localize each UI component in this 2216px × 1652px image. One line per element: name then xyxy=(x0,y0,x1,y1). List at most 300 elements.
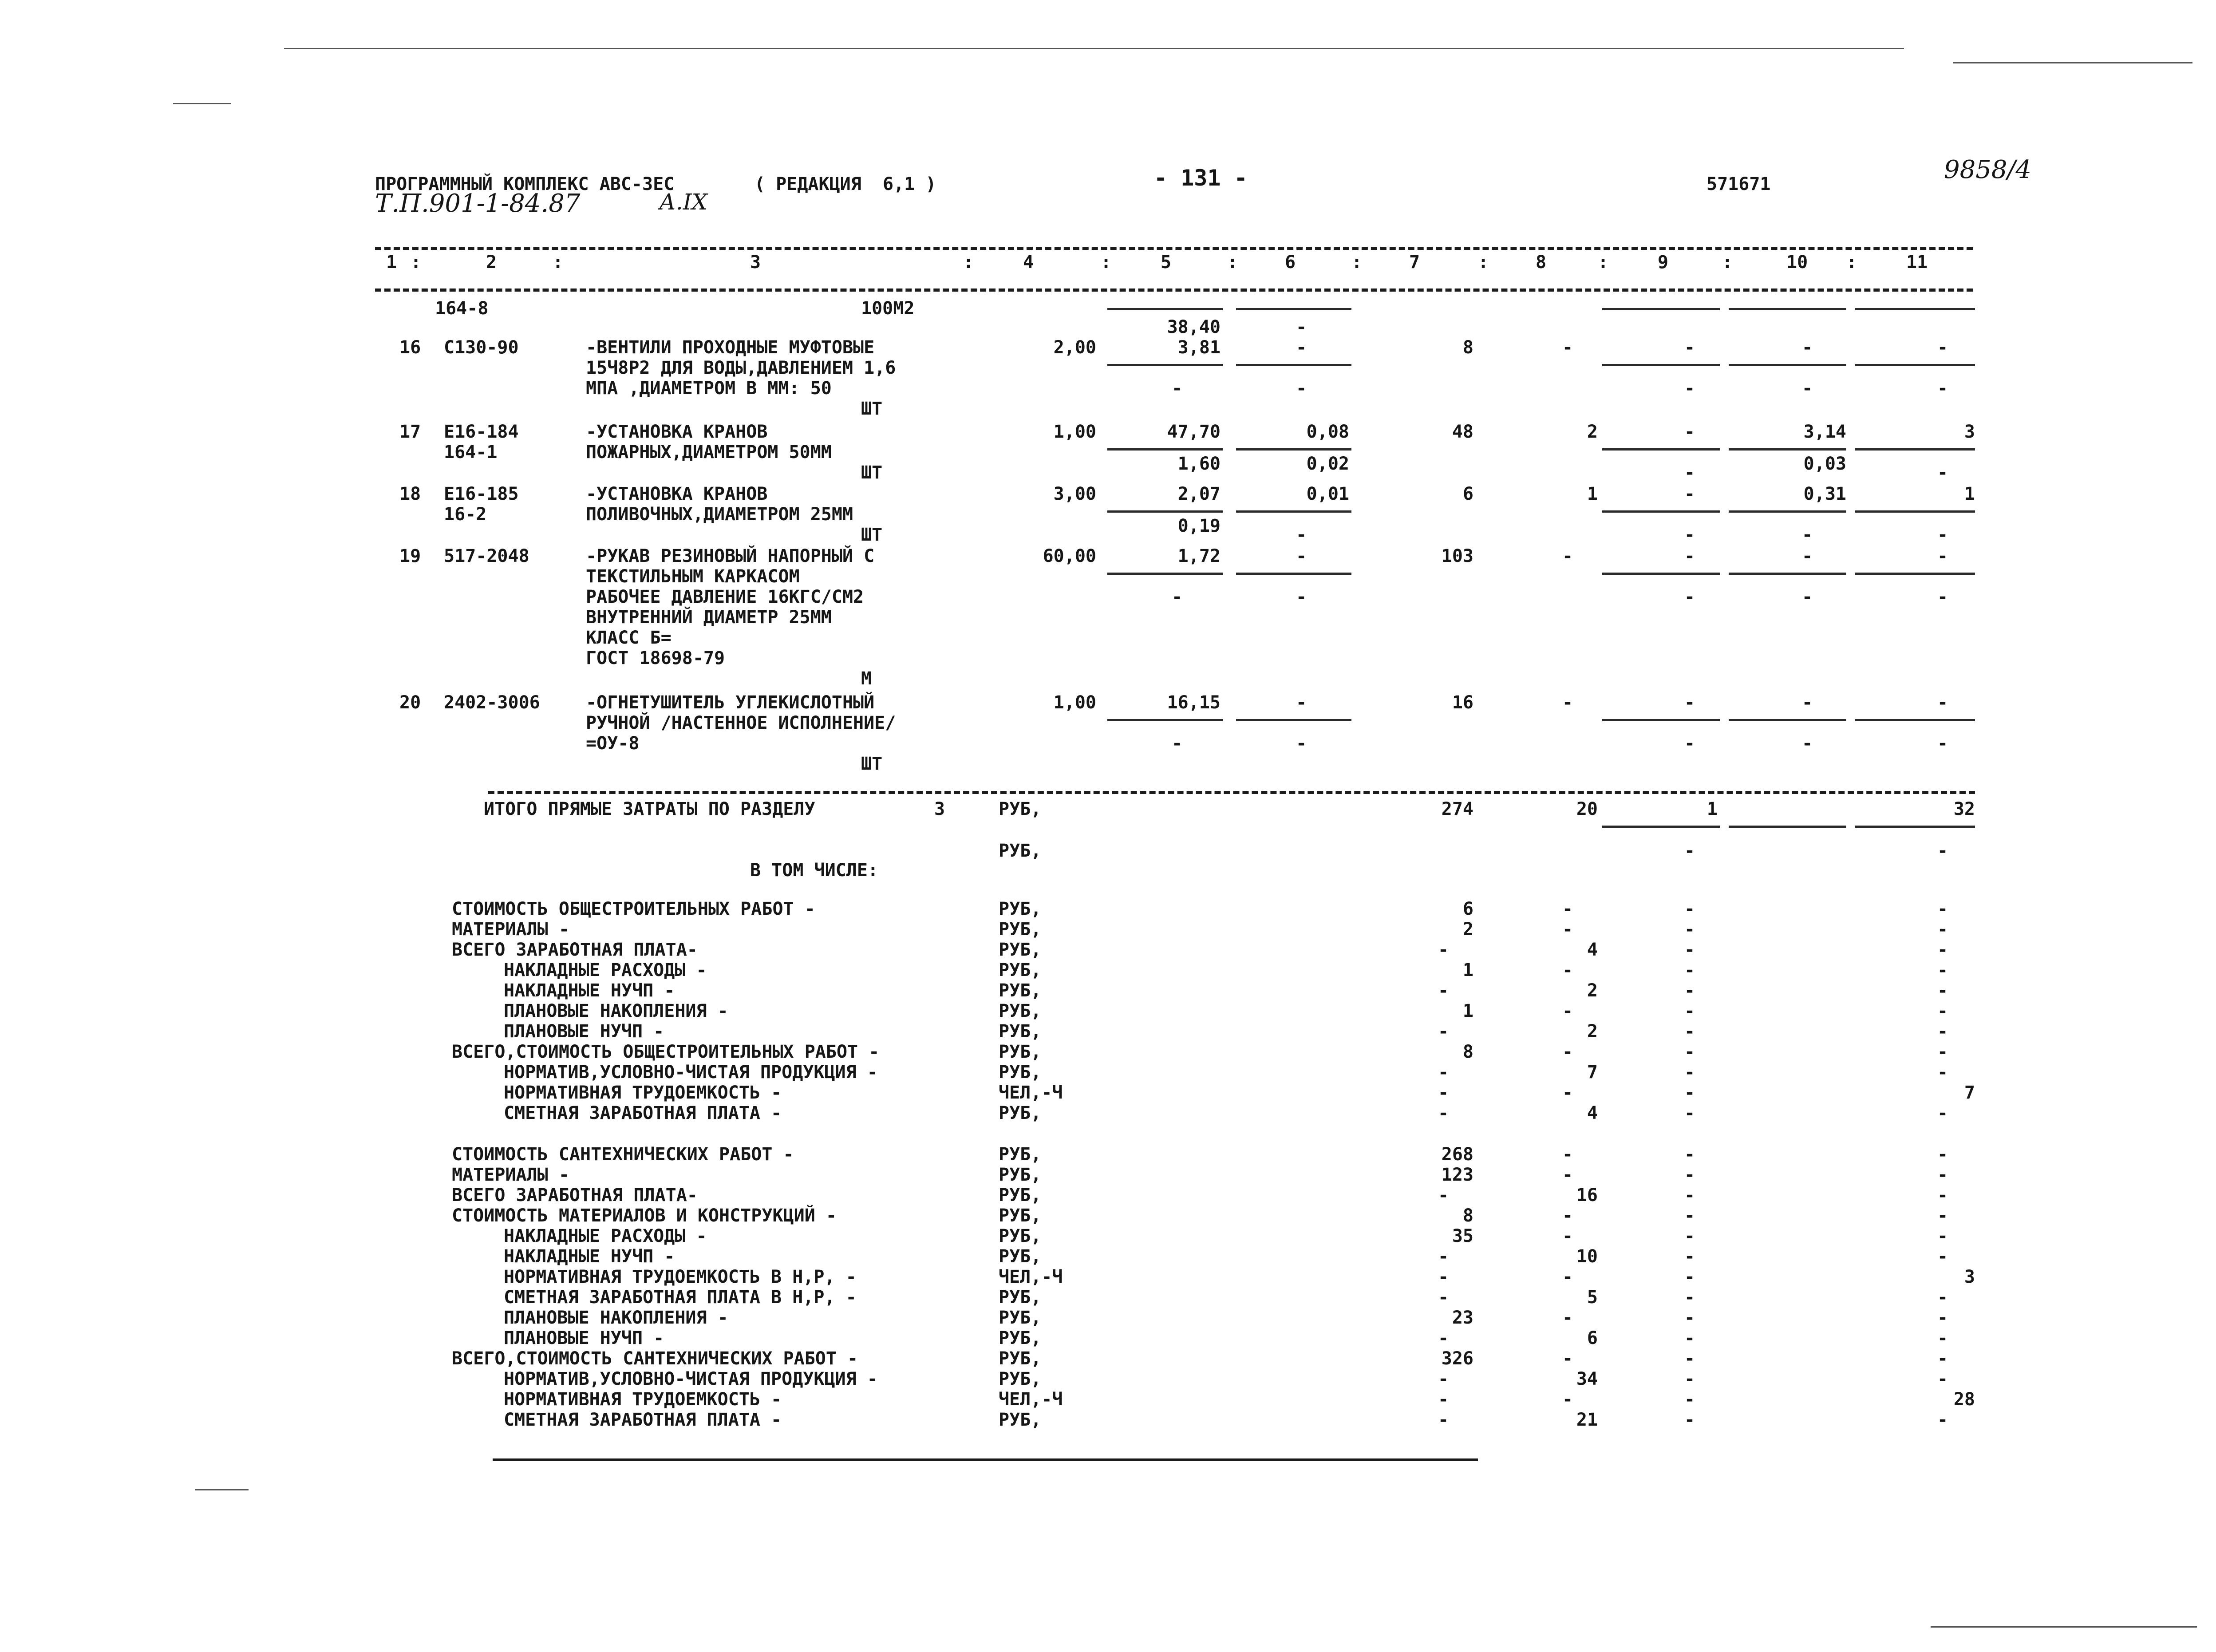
breakdown-label: НОРМАТИВНАЯ ТРУДОЕМКОСТЬ - xyxy=(504,1083,782,1103)
breakdown-unit: РУБ, xyxy=(999,1021,1042,1042)
breakdown-col7: 35 xyxy=(1452,1226,1473,1246)
row-description: ПОЛИВОЧНЫХ,ДИАМЕТРОМ 25ММ xyxy=(586,504,853,525)
total-section: 3 xyxy=(934,799,945,819)
total-label: ИТОГО ПРЯМЫЕ ЗАТРАТЫ ПО РАЗДЕЛУ xyxy=(484,799,815,819)
total-rule xyxy=(488,791,1975,794)
breakdown-unit: РУБ, xyxy=(999,919,1042,940)
empty-cell-dash: - xyxy=(1438,1083,1449,1103)
breakdown-unit: РУБ, xyxy=(999,1328,1042,1348)
total-col9: 1 xyxy=(1706,799,1718,819)
breakdown-label: ПЛАНОВЫЕ НУЧП - xyxy=(504,1328,664,1348)
cell-underline xyxy=(1729,826,1846,828)
cell-col6-labor: 0,02 xyxy=(1306,454,1349,474)
cell-underline xyxy=(1855,510,1975,513)
column-separator: : xyxy=(411,252,422,273)
cell-quantity: 1,00 xyxy=(1053,692,1096,713)
breakdown-label: НАКЛАДНЫЕ НУЧП - xyxy=(504,980,675,1001)
breakdown-col8: 4 xyxy=(1587,1103,1598,1123)
empty-cell-dash: - xyxy=(1562,919,1573,940)
empty-cell-dash: - xyxy=(1562,1144,1573,1165)
breakdown-unit: РУБ, xyxy=(999,1348,1042,1369)
handwritten-reference: Т.П.901-1-84.87 xyxy=(375,189,581,218)
empty-cell-dash: - xyxy=(1937,1144,1948,1165)
empty-cell-dash: - xyxy=(1937,1103,1948,1123)
cell-underline xyxy=(1602,308,1720,310)
breakdown-col8: 21 xyxy=(1576,1410,1598,1430)
header-rule-top xyxy=(375,247,1973,250)
breakdown-col7: 1 xyxy=(1462,1001,1473,1021)
breakdown-col8: 34 xyxy=(1576,1369,1598,1389)
empty-cell-dash: - xyxy=(1684,899,1695,919)
empty-cell-dash: - xyxy=(1937,940,1948,960)
empty-cell-dash: - xyxy=(1937,378,1948,399)
empty-cell-dash: - xyxy=(1937,1348,1948,1369)
breakdown-unit: РУБ, xyxy=(999,1185,1042,1205)
breakdown-label: НАКЛАДНЫЕ РАСХОДЫ - xyxy=(504,960,707,980)
empty-cell-dash: - xyxy=(1937,919,1948,940)
empty-cell-dash: - xyxy=(1684,733,1695,754)
empty-cell-dash: - xyxy=(1172,733,1183,754)
empty-cell-dash: - xyxy=(1438,1287,1449,1308)
empty-cell-dash: - xyxy=(1802,692,1813,713)
empty-cell-dash: - xyxy=(1937,841,1948,861)
row-description: -УСТАНОВКА КРАНОВ xyxy=(586,422,768,442)
column-header-3: 3 xyxy=(750,252,761,273)
row-description: РАБОЧЕЕ ДАВЛЕНИЕ 16КГС/СМ2 xyxy=(586,587,864,607)
empty-cell-dash: - xyxy=(1684,1410,1695,1430)
cell-col7: 48 xyxy=(1452,422,1473,442)
cell-underline xyxy=(1855,308,1975,310)
empty-cell-dash: - xyxy=(1684,1348,1695,1369)
row-description: -ОГНЕТУШИТЕЛЬ УГЛЕКИСЛОТНЫЙ xyxy=(586,692,875,713)
breakdown-unit: РУБ, xyxy=(999,1369,1042,1389)
empty-cell-dash: - xyxy=(1937,525,1948,545)
empty-cell-dash: - xyxy=(1684,1287,1695,1308)
cell-underline xyxy=(1855,448,1975,451)
breakdown-unit: РУБ, xyxy=(999,1308,1042,1328)
cell-underline xyxy=(1107,510,1223,513)
breakdown-unit: ЧЕЛ,-Ч xyxy=(999,1389,1063,1410)
empty-cell-dash: - xyxy=(1684,1267,1695,1287)
cell-underline xyxy=(1855,826,1975,828)
breakdown-label: СМЕТНАЯ ЗАРАБОТНАЯ ПЛАТА - xyxy=(504,1103,782,1123)
empty-cell-dash: - xyxy=(1684,1062,1695,1083)
cell-underline xyxy=(1729,510,1846,513)
total-col11: 32 xyxy=(1953,799,1975,819)
row-description: =ОУ-8 xyxy=(586,733,640,754)
empty-cell-dash: - xyxy=(1937,1001,1948,1021)
empty-cell-dash: - xyxy=(1562,1348,1573,1369)
cell-underline xyxy=(1602,573,1720,575)
column-header-11: 11 xyxy=(1906,252,1928,273)
breakdown-col11: 3 xyxy=(1964,1267,1975,1287)
breakdown-unit: РУБ, xyxy=(999,980,1042,1001)
empty-cell-dash: - xyxy=(1684,1021,1695,1042)
empty-cell-dash: - xyxy=(1937,1021,1948,1042)
column-separator: : xyxy=(1351,252,1363,273)
empty-cell-dash: - xyxy=(1684,546,1695,566)
empty-cell-dash: - xyxy=(1438,1369,1449,1389)
breakdown-col8: 2 xyxy=(1587,980,1598,1001)
total-unit-2: РУБ, xyxy=(999,841,1042,861)
cell-quantity: 3,00 xyxy=(1053,484,1096,504)
breakdown-col7: 8 xyxy=(1462,1205,1473,1226)
empty-cell-dash: - xyxy=(1562,1042,1573,1062)
row-code: Е16-184 xyxy=(444,422,519,442)
cell-underline xyxy=(1602,826,1720,828)
row-number: 19 xyxy=(399,546,421,566)
empty-cell-dash: - xyxy=(1172,378,1183,399)
cell-col11: 1 xyxy=(1964,484,1975,504)
cell-col7: 16 xyxy=(1452,692,1473,713)
row-description: ГОСТ 18698-79 xyxy=(586,648,725,668)
breakdown-label: НАКЛАДНЫЕ НУЧП - xyxy=(504,1246,675,1267)
column-separator: : xyxy=(1846,252,1857,273)
row-description: -ВЕНТИЛИ ПРОХОДНЫЕ МУФТОВЫЕ xyxy=(586,337,875,358)
breakdown-col8: 7 xyxy=(1587,1062,1598,1083)
cell-underline xyxy=(1855,719,1975,721)
empty-cell-dash: - xyxy=(1684,1328,1695,1348)
empty-cell-dash: - xyxy=(1296,525,1307,545)
column-separator: : xyxy=(1722,252,1733,273)
row-code: Е16-185 xyxy=(444,484,519,504)
breakdown-unit: ЧЕЛ,-Ч xyxy=(999,1083,1063,1103)
empty-cell-dash: - xyxy=(1684,1205,1695,1226)
empty-cell-dash: - xyxy=(1937,1205,1948,1226)
empty-cell-dash: - xyxy=(1937,1185,1948,1205)
empty-cell-dash: - xyxy=(1937,980,1948,1001)
empty-cell-dash: - xyxy=(1438,1246,1449,1267)
empty-cell-dash: - xyxy=(1296,692,1307,713)
column-separator: : xyxy=(1598,252,1609,273)
empty-cell-dash: - xyxy=(1562,337,1573,358)
cell-underline xyxy=(1602,364,1720,366)
empty-cell-dash: - xyxy=(1684,1308,1695,1328)
row-unit: ШТ xyxy=(861,462,883,483)
empty-cell-dash: - xyxy=(1296,546,1307,566)
empty-cell-dash: - xyxy=(1937,1042,1948,1062)
handwritten-sheet: 9858/4 xyxy=(1944,155,2032,184)
cell-underline xyxy=(1855,573,1975,575)
empty-cell-dash: - xyxy=(1937,587,1948,607)
column-separator: : xyxy=(963,252,974,273)
empty-cell-dash: - xyxy=(1684,940,1695,960)
total-col8: 20 xyxy=(1576,799,1598,819)
document-code: 571671 xyxy=(1706,174,1771,194)
cell-col8: 1 xyxy=(1587,484,1598,504)
cell-underline xyxy=(1729,719,1846,721)
breakdown-col7: 8 xyxy=(1462,1042,1473,1062)
bottom-rule xyxy=(493,1458,1478,1461)
empty-cell-dash: - xyxy=(1937,337,1948,358)
row-description: -РУКАВ РЕЗИНОВЫЙ НАПОРНЫЙ С xyxy=(586,546,875,566)
empty-cell-dash: - xyxy=(1937,1328,1948,1348)
empty-cell-dash: - xyxy=(1684,1226,1695,1246)
column-header-10: 10 xyxy=(1786,252,1808,273)
empty-cell-dash: - xyxy=(1937,1308,1948,1328)
row-code: 517-2048 xyxy=(444,546,529,566)
empty-cell-dash: - xyxy=(1937,1226,1948,1246)
breakdown-col7: 1 xyxy=(1462,960,1473,980)
cell-underline xyxy=(1107,573,1223,575)
empty-cell-dash: - xyxy=(1937,1246,1948,1267)
empty-cell-dash: - xyxy=(1438,1389,1449,1410)
cell-col5: 47,70 xyxy=(1167,422,1221,442)
scan-mark xyxy=(195,1489,249,1490)
empty-cell-dash: - xyxy=(1562,1389,1573,1410)
cell-underline xyxy=(1729,573,1846,575)
empty-cell-dash: - xyxy=(1562,1083,1573,1103)
breakdown-unit: РУБ, xyxy=(999,1226,1042,1246)
empty-cell-dash: - xyxy=(1802,378,1813,399)
cell-underline xyxy=(1729,364,1846,366)
column-header-7: 7 xyxy=(1409,252,1420,273)
cell-col5: 3,81 xyxy=(1177,337,1221,358)
row-subcode: 16-2 xyxy=(444,504,487,525)
row-unit: ШТ xyxy=(861,754,883,774)
cell-quantity: 2,00 xyxy=(1053,337,1096,358)
breakdown-col8: 6 xyxy=(1587,1328,1598,1348)
cell-underline xyxy=(1107,308,1223,310)
breakdown-label: МАТЕРИАЛЫ - xyxy=(452,1165,569,1185)
column-separator: : xyxy=(1227,252,1238,273)
page-number: - 131 - xyxy=(1154,165,1248,191)
breakdown-label: НОРМАТИВ,УСЛОВНО-ЧИСТАЯ ПРОДУКЦИЯ - xyxy=(504,1369,878,1389)
breakdown-col8: 2 xyxy=(1587,1021,1598,1042)
cell-quantity: 60,00 xyxy=(1043,546,1096,566)
breakdown-col7: 326 xyxy=(1441,1348,1473,1369)
empty-cell-dash: - xyxy=(1937,1165,1948,1185)
breakdown-col7: 268 xyxy=(1441,1144,1473,1165)
row-code: С130-90 xyxy=(444,337,519,358)
breakdown-label: СМЕТНАЯ ЗАРАБОТНАЯ ПЛАТА В Н,Р, - xyxy=(504,1287,857,1308)
cell-col7: 8 xyxy=(1462,337,1473,358)
cell-col5-labor: 1,60 xyxy=(1177,454,1221,474)
including-label: В ТОМ ЧИСЛЕ: xyxy=(750,860,878,881)
empty-cell-dash: - xyxy=(1684,1144,1695,1165)
empty-cell-dash: - xyxy=(1802,337,1813,358)
row-number: 17 xyxy=(399,422,421,442)
program-title: ПРОГРАММНЫЙ КОМПЛЕКС АВС-3ЕС xyxy=(375,174,675,194)
empty-cell-dash: - xyxy=(1684,1103,1695,1123)
breakdown-label: НОРМАТИВНАЯ ТРУДОЕМКОСТЬ - xyxy=(504,1389,782,1410)
breakdown-col8: 5 xyxy=(1587,1287,1598,1308)
row-number: 20 xyxy=(399,692,421,713)
breakdown-col8: 16 xyxy=(1576,1185,1598,1205)
breakdown-label: МАТЕРИАЛЫ - xyxy=(452,919,569,940)
empty-cell-dash: - xyxy=(1562,960,1573,980)
breakdown-unit: РУБ, xyxy=(999,1103,1042,1123)
empty-cell-dash: - xyxy=(1937,462,1948,483)
empty-cell-dash: - xyxy=(1937,1369,1948,1389)
cell-underline xyxy=(1855,364,1975,366)
column-header-2: 2 xyxy=(486,252,497,273)
cell-underline xyxy=(1107,364,1223,366)
scan-line xyxy=(284,48,1904,49)
column-header-9: 9 xyxy=(1658,252,1669,273)
empty-cell-dash: - xyxy=(1937,546,1948,566)
breakdown-label: ВСЕГО ЗАРАБОТНАЯ ПЛАТА- xyxy=(452,1185,698,1205)
row-number: 16 xyxy=(399,337,421,358)
cell-col7: 6 xyxy=(1462,484,1473,504)
row-code-164-8: 164-8 xyxy=(435,298,489,319)
empty-cell-dash: - xyxy=(1684,337,1695,358)
row-description: -УСТАНОВКА КРАНОВ xyxy=(586,484,768,504)
column-header-6: 6 xyxy=(1285,252,1296,273)
row-code: 2402-3006 xyxy=(444,692,540,713)
cell-col5: 1,72 xyxy=(1177,546,1221,566)
column-separator: : xyxy=(1101,252,1112,273)
breakdown-col7: 6 xyxy=(1462,899,1473,919)
breakdown-label: СМЕТНАЯ ЗАРАБОТНАЯ ПЛАТА - xyxy=(504,1410,782,1430)
empty-cell-dash: - xyxy=(1296,317,1307,337)
breakdown-label: СТОИМОСТЬ САНТЕХНИЧЕСКИХ РАБОТ - xyxy=(452,1144,794,1165)
breakdown-unit: РУБ, xyxy=(999,1144,1042,1165)
empty-cell-dash: - xyxy=(1562,1308,1573,1328)
breakdown-unit: РУБ, xyxy=(999,1287,1042,1308)
cell-col5-labor: 0,19 xyxy=(1177,516,1221,536)
empty-cell-dash: - xyxy=(1684,1042,1695,1062)
breakdown-label: НОРМАТИВ,УСЛОВНО-ЧИСТАЯ ПРОДУКЦИЯ - xyxy=(504,1062,878,1083)
breakdown-label: НАКЛАДНЫЕ РАСХОДЫ - xyxy=(504,1226,707,1246)
empty-cell-dash: - xyxy=(1296,587,1307,607)
cell-underline xyxy=(1729,448,1846,451)
cell-underline xyxy=(1602,719,1720,721)
breakdown-label: СТОИМОСТЬ МАТЕРИАЛОВ И КОНСТРУКЦИЙ - xyxy=(452,1205,837,1226)
cell-underline xyxy=(1107,719,1223,721)
breakdown-unit: РУБ, xyxy=(999,899,1042,919)
empty-cell-dash: - xyxy=(1937,960,1948,980)
empty-cell-dash: - xyxy=(1296,378,1307,399)
cell-value: 38,40 xyxy=(1167,317,1221,337)
column-separator: : xyxy=(553,252,564,273)
empty-cell-dash: - xyxy=(1937,899,1948,919)
cell-underline xyxy=(1602,448,1720,451)
empty-cell-dash: - xyxy=(1296,337,1307,358)
cell-underline xyxy=(1236,510,1351,513)
breakdown-col11: 7 xyxy=(1964,1083,1975,1103)
scan-line xyxy=(1931,1626,2197,1628)
breakdown-label: СТОИМОСТЬ ОБЩЕСТРОИТЕЛЬНЫХ РАБОТ - xyxy=(452,899,815,919)
empty-cell-dash: - xyxy=(1562,1226,1573,1246)
empty-cell-dash: - xyxy=(1937,733,1948,754)
cell-underline xyxy=(1236,308,1351,310)
handwritten-album: А.IX xyxy=(659,189,708,215)
empty-cell-dash: - xyxy=(1296,733,1307,754)
empty-cell-dash: - xyxy=(1684,919,1695,940)
cell-col10-labor: 0,03 xyxy=(1803,454,1846,474)
empty-cell-dash: - xyxy=(1438,1062,1449,1083)
edition-label: ( РЕДАКЦИЯ 6,1 ) xyxy=(754,174,936,194)
cell-underline xyxy=(1602,510,1720,513)
column-header-5: 5 xyxy=(1161,252,1172,273)
empty-cell-dash: - xyxy=(1684,1001,1695,1021)
empty-cell-dash: - xyxy=(1802,733,1813,754)
row-description: МПА ,ДИАМЕТРОМ В ММ: 50 xyxy=(586,378,832,399)
breakdown-unit: РУБ, xyxy=(999,1042,1042,1062)
empty-cell-dash: - xyxy=(1684,587,1695,607)
empty-cell-dash: - xyxy=(1684,484,1695,504)
header-rule-bottom xyxy=(375,289,1973,292)
empty-cell-dash: - xyxy=(1438,940,1449,960)
cell-col8: 2 xyxy=(1587,422,1598,442)
empty-cell-dash: - xyxy=(1438,1103,1449,1123)
empty-cell-dash: - xyxy=(1684,378,1695,399)
empty-cell-dash: - xyxy=(1684,1165,1695,1185)
breakdown-col8: 10 xyxy=(1576,1246,1598,1267)
row-description: ТЕКСТИЛЬНЫМ КАРКАСОМ xyxy=(586,566,800,587)
breakdown-label: ВСЕГО,СТОИМОСТЬ САНТЕХНИЧЕСКИХ РАБОТ - xyxy=(452,1348,858,1369)
empty-cell-dash: - xyxy=(1937,1062,1948,1083)
cell-col10: 0,31 xyxy=(1803,484,1846,504)
empty-cell-dash: - xyxy=(1802,546,1813,566)
breakdown-label: ПЛАНОВЫЕ НУЧП - xyxy=(504,1021,664,1042)
breakdown-label: ВСЕГО ЗАРАБОТНАЯ ПЛАТА- xyxy=(452,940,698,960)
row-unit: ШТ xyxy=(861,525,883,545)
empty-cell-dash: - xyxy=(1684,1246,1695,1267)
empty-cell-dash: - xyxy=(1562,546,1573,566)
breakdown-unit: РУБ, xyxy=(999,1410,1042,1430)
total-col7: 274 xyxy=(1441,799,1473,819)
empty-cell-dash: - xyxy=(1562,1165,1573,1185)
breakdown-unit: РУБ, xyxy=(999,960,1042,980)
row-number: 18 xyxy=(399,484,421,504)
empty-cell-dash: - xyxy=(1438,1267,1449,1287)
cell-col7: 103 xyxy=(1441,546,1473,566)
row-unit: ШТ xyxy=(861,399,883,419)
row-description: ВНУТРЕННИЙ ДИАМЕТР 25ММ xyxy=(586,607,832,628)
breakdown-unit: РУБ, xyxy=(999,940,1042,960)
empty-cell-dash: - xyxy=(1562,899,1573,919)
cell-underline xyxy=(1236,573,1351,575)
empty-cell-dash: - xyxy=(1684,692,1695,713)
cell-col11: 3 xyxy=(1964,422,1975,442)
empty-cell-dash: - xyxy=(1438,980,1449,1001)
empty-cell-dash: - xyxy=(1438,1328,1449,1348)
column-header-8: 8 xyxy=(1536,252,1547,273)
empty-cell-dash: - xyxy=(1562,692,1573,713)
empty-cell-dash: - xyxy=(1562,1001,1573,1021)
breakdown-unit: РУБ, xyxy=(999,1062,1042,1083)
empty-cell-dash: - xyxy=(1438,1185,1449,1205)
column-header-1: 1 xyxy=(386,252,397,273)
empty-cell-dash: - xyxy=(1438,1021,1449,1042)
row-subcode: 164-1 xyxy=(444,442,498,462)
empty-cell-dash: - xyxy=(1684,960,1695,980)
empty-cell-dash: - xyxy=(1684,462,1695,483)
breakdown-unit: РУБ, xyxy=(999,1246,1042,1267)
empty-cell-dash: - xyxy=(1172,587,1183,607)
cell-underline xyxy=(1236,364,1351,366)
breakdown-label: НОРМАТИВНАЯ ТРУДОЕМКОСТЬ В Н,Р, - xyxy=(504,1267,857,1287)
column-separator: : xyxy=(1478,252,1489,273)
breakdown-label: ПЛАНОВЫЕ НАКОПЛЕНИЯ - xyxy=(504,1001,728,1021)
empty-cell-dash: - xyxy=(1937,1287,1948,1308)
breakdown-unit: РУБ, xyxy=(999,1001,1042,1021)
empty-cell-dash: - xyxy=(1684,841,1695,861)
empty-cell-dash: - xyxy=(1684,980,1695,1001)
breakdown-col7: 23 xyxy=(1452,1308,1473,1328)
empty-cell-dash: - xyxy=(1438,1410,1449,1430)
cell-quantity: 1,00 xyxy=(1053,422,1096,442)
breakdown-unit: РУБ, xyxy=(999,1165,1042,1185)
breakdown-col7: 2 xyxy=(1462,919,1473,940)
row-unit: 100М2 xyxy=(861,298,915,319)
empty-cell-dash: - xyxy=(1684,1369,1695,1389)
cell-underline xyxy=(1236,719,1351,721)
empty-cell-dash: - xyxy=(1684,525,1695,545)
cell-underline xyxy=(1729,308,1846,310)
